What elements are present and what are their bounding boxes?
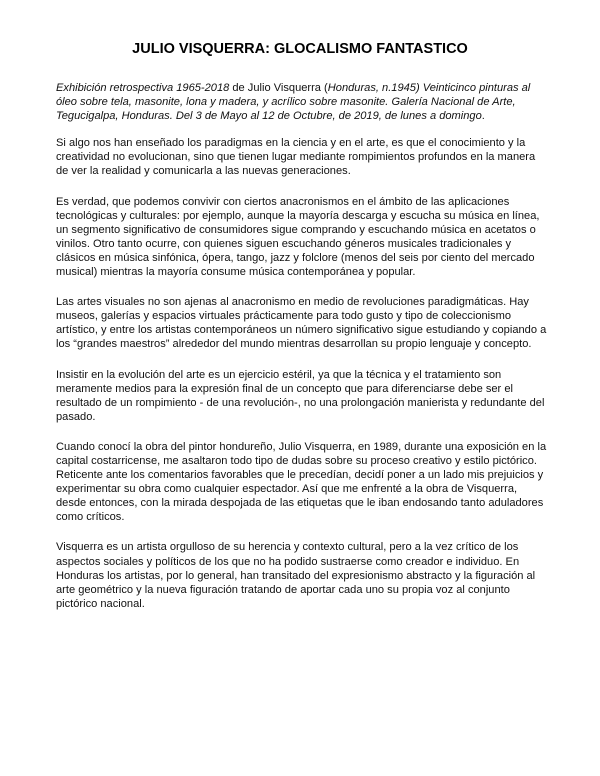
body-paragraph: Insistir en la evolución del arte es un ejercicio estéril, ya que la técnica y el tratamiento son meramente medios para la expresión final de un concepto que para diferenciarse debe ser el resultado de un rompimiento - de una revolución-, no una prolongación manierista y redundante del pasado. <box>56 368 545 423</box>
body-paragraph: Visquerra es un artista orgulloso de su herencia y contexto cultural, pero a la vez crítico de los aspectos sociales y políticos de los que no ha podido sustraerse como creador e individuo. En Honduras los artistas, por lo general, han transitado del expresionismo abstracto y la figuración al arte geométrico y la nueva figuración tratando de aportar cada uno su propia voz al conjunto pictórico nacional. <box>56 541 536 610</box>
body-paragraph: Las artes visuales no son ajenas al anacronismo en medio de revoluciones paradigmáticas. Hay museos, galerías y espacios virtuales prácticamente para todo gusto y tipo de coleccionismo artístico, y entre los artistas contemporáneos un número significativo sigue estudiando y copiando a los “grandes maestros” alrededor del mundo mientras desarrollan su propio lenguaje y concepto. <box>56 296 547 351</box>
intro-artist-origin: Honduras, n.1945) <box>327 82 420 94</box>
intro-details: Veinticinco pinturas al óleo sobre tela, masonite, lona y madera, y acrílico sobre masonite. Galería Nacional de Arte, Tegucigalpa, Honduras. Del 3 de Mayo al 12 de Octubre, de 2019, de lunes a domingo <box>56 82 531 123</box>
intro-period: . <box>481 110 485 123</box>
page-title: JULIO VISQUERRA: GLOCALISMO FANTASTICO <box>132 41 468 57</box>
body-paragraph: Es verdad, que podemos convivir con ciertos anacronismos en el ámbito de las aplicaciones tecnológicas y culturales: por ejemplo, aunque la mayoría descarga y escucha su música en línea, un segmento significativo de consumidores sigue comprando y escuchando música en acetatos o vinilos. Otro tanto ocurre, con quienes siguen escuchando géneros musicales tradicionales y clásicos en música sinfónica, ópera, tango, jazz y folclore (menos del seis por ciento del mercado musical) mientras la mayoría consume música contemporánea y popular. <box>56 195 540 279</box>
intro-paragraph <box>56 81 548 123</box>
intro-exhibition-name: Exhibición retrospectiva 1965-2018 <box>56 82 230 94</box>
body-paragraph: Si algo nos han enseñado los paradigmas en la ciencia y en el arte, es que el conocimiento y la creatividad no evolucionan, sino que tienen lugar mediante rompimientos profundos en la manera de ver la realidad y comunicarla a las nuevas generaciones. <box>56 137 536 178</box>
intro-artist-text: de Julio Visquerra ( <box>229 82 328 94</box>
body-paragraph: Cuando conocí la obra del pintor hondureño, Julio Visquerra, en 1989, durante una exposición en la capital costarricense, me asaltaron todo tipo de dudas sobre su proceso creativo y estilo pictórico. Reticente ante los comentarios favorables que le precedían, decidí poner a un lado mis prejuicios y experimentar su obra como cualquier espectador. Así que me enfrenté a la obra de Visquerra, desde entonces, con la mirada despojada de las etiquetas que le iban endosando tanto aduladores como críticos. <box>56 440 547 524</box>
document-body <box>56 81 548 627</box>
